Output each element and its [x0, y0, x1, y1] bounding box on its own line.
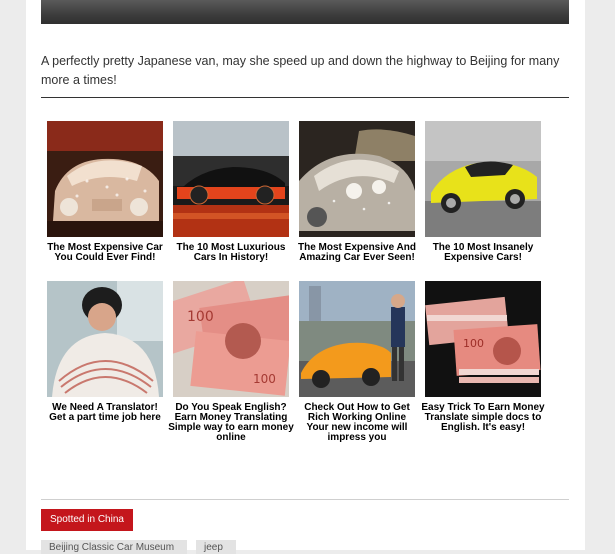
ad-subtitle[interactable]: Get a part time job here: [49, 412, 161, 423]
photo-caption: A perfectly pretty Japanese van, may she speed up and down the highway to Beijing for many more a times!: [41, 54, 560, 87]
yuan-banknotes-image[interactable]: [173, 281, 289, 397]
ad-card-3[interactable]: [294, 121, 420, 263]
diamond-mercedes-image[interactable]: [47, 121, 163, 237]
ad-title[interactable]: The 10 Most Luxurious Cars In History!: [176, 242, 286, 263]
article-photo-bottom: [41, 0, 569, 24]
ad-title[interactable]: The Most Expensive Car You Could Ever Find!: [47, 242, 163, 263]
ad-title[interactable]: The Most Expensive And Amazing Car Ever Seen!: [298, 242, 416, 263]
ad-card-6[interactable]: [168, 281, 294, 443]
article-page: [26, 0, 585, 553]
silver-mercedes-image[interactable]: [299, 121, 415, 237]
ad-card-5[interactable]: [42, 281, 168, 423]
svg-text:100: 100: [187, 309, 214, 325]
ad-card-8[interactable]: [420, 281, 546, 433]
category-tag[interactable]: Spotted in China: [41, 509, 133, 531]
man-with-money-image[interactable]: [47, 281, 163, 397]
svg-text:100: 100: [463, 337, 484, 350]
ad-card-7[interactable]: [294, 281, 420, 443]
svg-text:100: 100: [253, 372, 276, 386]
ad-title[interactable]: Easy Trick To Earn Money: [421, 402, 545, 413]
ad-title[interactable]: We Need A Translator!: [52, 402, 158, 413]
tags-divider: [41, 499, 569, 500]
related-tag-1[interactable]: Beijing Classic Car Museum: [41, 540, 187, 554]
ad-subtitle[interactable]: Translate simple docs to English. It's easy!: [424, 412, 542, 433]
yellow-sportscar-image[interactable]: [425, 121, 541, 237]
ad-subtitle[interactable]: Your new income will impress you: [306, 422, 408, 443]
ad-card-2[interactable]: [168, 121, 294, 263]
man-orange-car-image[interactable]: [299, 281, 415, 397]
veyron-car-image[interactable]: [173, 121, 289, 237]
ad-title[interactable]: Do You Speak English?: [175, 402, 287, 413]
ad-subtitle[interactable]: Earn Money Translating Simple way to earn money online: [168, 412, 294, 443]
caption-divider: [41, 97, 569, 98]
ad-card-1[interactable]: [42, 121, 168, 263]
ad-card-4[interactable]: [420, 121, 546, 263]
ad-title[interactable]: The 10 Most Insanely Expensive Cars!: [432, 242, 534, 263]
related-tag-2[interactable]: jeep: [196, 540, 236, 554]
ad-title[interactable]: Check Out How to Get Rich Working Online: [304, 402, 410, 423]
cash-stacks-image[interactable]: [425, 281, 541, 397]
